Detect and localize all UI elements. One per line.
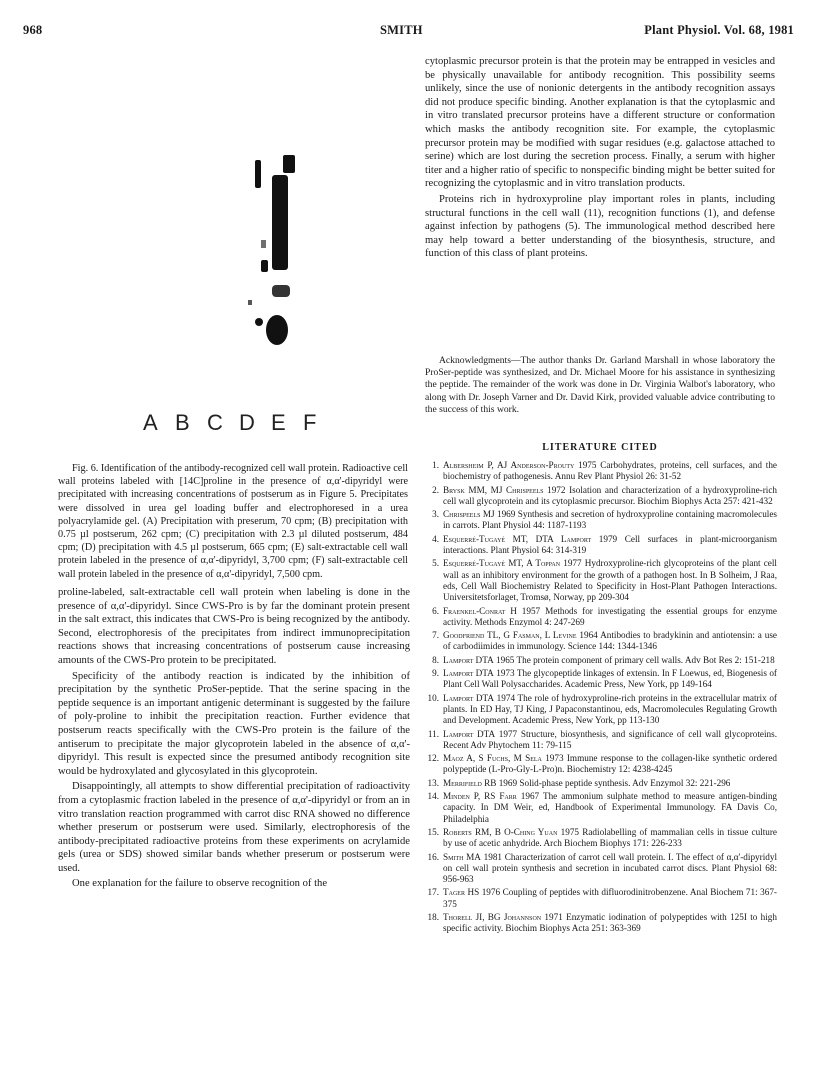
lane-label-e: E bbox=[271, 410, 286, 435]
gel-band-f-streak bbox=[272, 175, 288, 270]
reference-text: 1979 Cell surfaces in plant-microorganism interactions. Plant Physiol 64: 314-319 bbox=[443, 533, 777, 556]
reference-text: 1969 Solid-phase peptide synthesis. Adv Enzymol 32: 221-296 bbox=[496, 777, 731, 788]
reference-authors: Lamport DTA bbox=[443, 692, 495, 703]
reference-text: 1976 Coupling of peptides with difluorodinitrobenzene. Anal Biochem 71: 367-375 bbox=[443, 887, 777, 909]
gel-band-f-lower bbox=[266, 315, 288, 345]
reference-number: 4. bbox=[432, 533, 439, 544]
reference-number: 8. bbox=[432, 654, 439, 665]
lane-label-a: A bbox=[143, 410, 158, 435]
reference-item bbox=[425, 729, 777, 752]
reference-item bbox=[425, 460, 777, 483]
reference-text: 1981 Characterization of carrot cell wall protein. I. The effect of α,α'-dipyridyl on cell wall protein synthesis and secretion in incubated carrot discs. Plant Physiol 68: 956-963 bbox=[443, 851, 777, 885]
reference-authors: Esquerré-Tugayé MT, DTA Lamport bbox=[443, 533, 592, 544]
gel-band-f-top bbox=[283, 155, 295, 173]
reference-item bbox=[425, 778, 777, 789]
lane-label-c: C bbox=[207, 410, 223, 435]
reference-authors: Lamport DTA bbox=[443, 654, 494, 665]
reference-authors: Thorell JI, BG Johannson bbox=[443, 911, 542, 922]
reference-number: 2. bbox=[432, 484, 439, 495]
reference-text: 1975 Radiolabelling of mammalian cells in tissue culture by use of acetic anhydride. Arch Biochem Biophys 171: 226-233 bbox=[443, 826, 777, 849]
reference-authors: Goodfriend TL, G Fasman, L Levine bbox=[443, 630, 577, 641]
reference-number: 14. bbox=[427, 791, 439, 802]
body-paragraph: Disappointingly, all attempts to show differential precipitation of radioactivity from a cytoplasmic fraction labeled in the presence of α,α'-dipyridyl or from an in vitro translation reaction programmed with carrot disc RNA showed no difference whether preserum or postserum were used. Similarly, electrophoresis of the antibody-precipitated radioactive proteins from these experiments on acrylamide gels (urea or SDS) showed similar bands whether preserum or postserum were used. bbox=[58, 781, 410, 874]
reference-text: 1977 Hydroxyproline-rich glycoproteins of the plant cell wall as an inhibitory environment for the growth of a pathogen host. In B Solheim, J Raa, eds, Cell Wall Biochemistry Related to Specificity in Host-Plant Pathogen Interactions. Universitetsforlaget, Tromsø, Norway, pp 209-304 bbox=[443, 558, 777, 603]
body-paragraph: proline-labeled, salt-extractable cell wall protein when labeling is done in the presence of α,α'-dipyridyl. Since CWS-Pro is by far the dominant protein present in the salt extract, this indicates that CWS-Pro is being recognized by the antibody. Second, electrophoresis of the precipitates from indirect immunoprecipitation reactions shows that increasing concentrations of postserum cause increasing amounts of the CWS-Pro protein to be precipitated. bbox=[58, 587, 410, 666]
reference-number: 16. bbox=[427, 851, 439, 862]
acknowledgments-text: Acknowledgments—The author thanks Dr. Garland Marshall in whose laboratory the ProSer-peptide was synthesized, and Dr. Michael Moore for his assistance in synthesizing the peptide. The remainder of the work was done in Dr. Virginia Walbot's laboratory, who along with Dr. Joseph Varner and Dr. David Kirk, provided valuable advice contributing to the success of this work. bbox=[425, 355, 775, 415]
reference-authors: Merrifield RB bbox=[443, 777, 497, 788]
reference-item bbox=[425, 630, 777, 653]
reference-number: 3. bbox=[432, 509, 439, 520]
reference-text: 1974 The role of hydroxyproline-rich proteins in the extracellular matrix of plants. In ED Hay, TJ King, J Papaconstantinou, eds, Macromolecules Regulating Growth and Development. Academic Press, New York, pp 113-130 bbox=[443, 692, 777, 726]
reference-item bbox=[425, 509, 777, 532]
reference-text: 1969 Synthesis and secretion of hydroxyproline containing macromolecules in carrots. Plant Physiol 44: 1187-1193 bbox=[443, 509, 778, 531]
reference-text: 1977 Structure, biosynthesis, and significance of cell wall glycoproteins. Recent Adv Phytochem 11: 79-115 bbox=[443, 728, 777, 750]
reference-authors: Maoz A, S Fuchs, M Sela bbox=[443, 753, 542, 764]
page-number: 968 bbox=[23, 23, 43, 37]
reference-text: 1957 Methods for investigating the essential groups for enzyme activity. Methods Enzymol 4: 247-269 bbox=[443, 605, 777, 627]
reference-authors: Albersheim P, AJ Anderson-Prouty bbox=[443, 460, 575, 470]
reference-number: 12. bbox=[427, 753, 439, 764]
figure-caption-text: Fig. 6. Identification of the antibody-recognized cell wall protein. Radioactive cell wall proteins labeled with [14C]proline in the presence of α,α'-dipyridyl were precipitated with increasing concentrations of postserum as in Figure 5. Precipitates were dissolved in urea gel loading buffer and electrophoresed in a urea polyacrylamide gel. (A) Precipitation with preserum, 70 cpm; (B) precipitation with 0.75 µl postserum, 262 cpm; (C) precipitation with 2.3 µl diluted postserum, 484 cpm; (D) precipitation with 4.5 µl postserum, 665 cpm; (E) salt-extractable cell wall protein labeled in the presence of α,α'-dipyridyl, 3,700 cpm; (F) salt-extractable cell wall protein labeled in the presence of α,α'-dipyridyl, 7,500 cpm. bbox=[58, 463, 408, 580]
reference-authors: Smith MA bbox=[443, 851, 481, 862]
reference-list bbox=[425, 460, 777, 937]
reference-number: 18. bbox=[427, 911, 439, 922]
figure-caption bbox=[58, 462, 408, 581]
lane-labels bbox=[143, 410, 335, 436]
left-column bbox=[58, 586, 410, 891]
reference-item bbox=[425, 606, 777, 629]
running-author: SMITH bbox=[380, 23, 423, 37]
reference-item bbox=[425, 912, 777, 935]
gel-band-d-bottom bbox=[248, 300, 252, 305]
reference-item bbox=[425, 534, 777, 557]
reference-authors: Minden P, RS Farr bbox=[443, 791, 517, 802]
gel-band-e-mid bbox=[261, 240, 266, 248]
reference-number: 6. bbox=[432, 605, 439, 616]
lane-label-b: B bbox=[175, 410, 190, 435]
reference-item bbox=[425, 852, 777, 886]
reference-text: 1964 Antibodies to bradykinin and antiotensin: a use of carbodiimides in immunology. Science 144: 1344-1346 bbox=[443, 630, 777, 652]
reference-number: 9. bbox=[432, 668, 439, 679]
reference-authors: Tager HS bbox=[443, 887, 480, 898]
reference-number: 17. bbox=[427, 887, 439, 898]
gel-band-e-top bbox=[255, 160, 261, 188]
reference-item bbox=[425, 791, 777, 825]
reference-text: 1975 Carbohydrates, proteins, cell surfaces, and the biochemistry of pathogenesis. Annu Rev Plant Physiol 26: 31-52 bbox=[443, 460, 777, 482]
gel-band-e-bottom bbox=[255, 318, 263, 326]
reference-number: 13. bbox=[427, 777, 439, 788]
reference-item bbox=[425, 753, 777, 776]
body-paragraph: Proteins rich in hydroxyproline play important roles in plants, including structural functions in the cell wall (11), recognition functions (1), and defense against infection by pathogens (5). The immunological method described here may help toward a better understanding of the biosynthesis, structure, and function of this class of plant proteins. bbox=[425, 193, 775, 260]
lane-label-d: D bbox=[239, 410, 255, 435]
gel-band-f-mid bbox=[272, 285, 290, 297]
reference-authors: Lamport DTA bbox=[443, 668, 494, 679]
reference-text: 1973 Immune response to the collagen-like synthetic ordered polypeptide (L-Pro-Gly-L-Pro)n. Biochemistry 12: 4238-4245 bbox=[443, 753, 777, 775]
reference-text: 1965 The protein component of primary cell walls. Adv Bot Res 2: 151-218 bbox=[493, 654, 775, 665]
reference-authors: Roberts RM, B O-Ching Yuan bbox=[443, 826, 558, 837]
reference-item bbox=[425, 887, 777, 910]
right-column bbox=[425, 55, 775, 261]
body-paragraph: cytoplasmic precursor protein is that the protein may be entrapped in vesicles and be physically unavailable for antibody recognition. This possibility seems unlikely, since the use of nonionic detergents in the antibody recognition assays did not produce specific binding. Another explanation is that the cytoplasmic and in vitro translated precursor proteins have a different structure or conformation which masks the antibody recognition site. For example, the cytoplasmic precursor protein may be modified with sugar residues (e.g. galactose attached to serine) which are lost during the secretion process. Finally, a serum with higher titer and a higher ratio of specific to nonspecific binding might be better suited for recognizing the cytoplasmic and in vitro translation products. bbox=[425, 56, 775, 190]
reference-authors: Lamport DTA bbox=[443, 728, 496, 739]
reference-text: 1971 Enzymatic iodination of polypeptides with 125I to high specific activity. Biochim Biophys Acta 251: 363-369 bbox=[443, 911, 777, 934]
reference-item bbox=[425, 827, 777, 850]
journal-citation: Plant Physiol. Vol. 68, 1981 bbox=[644, 23, 794, 37]
gel-autoradiograph bbox=[120, 70, 380, 440]
body-paragraph: One explanation for the failure to observe recognition of the bbox=[72, 878, 328, 890]
reference-text: 1973 The glycopeptide linkages of extensin. In F Loewus, ed, Biogenesis of Plant Cell Wall Polysaccharides. Academic Press, New York, pp 149-164 bbox=[443, 668, 777, 690]
reference-number: 1. bbox=[432, 460, 439, 470]
gel-band-e-low bbox=[261, 260, 268, 272]
reference-number: 11. bbox=[427, 728, 439, 739]
reference-number: 10. bbox=[427, 692, 439, 703]
lane-label-f: F bbox=[303, 410, 317, 435]
reference-item bbox=[425, 668, 777, 691]
acknowledgments bbox=[425, 355, 775, 416]
reference-authors: Brysk MM, MJ Chrispeels bbox=[443, 484, 544, 495]
reference-item bbox=[425, 558, 777, 603]
reference-authors: Fraenkel-Conrat H bbox=[443, 605, 517, 616]
literature-cited-heading: LITERATURE CITED bbox=[542, 442, 658, 453]
reference-authors: Chrispeels MJ bbox=[443, 509, 495, 520]
reference-number: 15. bbox=[427, 826, 439, 837]
reference-text: 1972 Isolation and characterization of a hydroxyproline-rich cell wall glycoprotein and its cytoplasmic precursor. Biochim Biophys Acta 257: 421-432 bbox=[443, 484, 777, 506]
reference-number: 7. bbox=[432, 630, 439, 641]
reference-number: 5. bbox=[432, 558, 439, 569]
reference-authors: Esquerré-Tugayé MT, A Toppan bbox=[443, 558, 561, 569]
reference-item bbox=[425, 693, 777, 727]
body-paragraph: Specificity of the antibody reaction is indicated by the inhibition of precipitation by the synthetic ProSer-peptide. That the serine spacing in the peptide sequence is an important antigenic determinant is suggested by the failure of poly-proline to inhibit the precipitation reaction. Further evidence that postserum reacts specifically with the CWS-Pro protein is the failure of the antiserum to precipitate the major glycoprotein labeled in the absence of α,α'-dipyridyl. This result is expected since the presumed antibody recognition site would be hydroxylated and glycosylated in this glycoprotein. bbox=[58, 670, 410, 777]
reference-item bbox=[425, 485, 777, 508]
reference-item bbox=[425, 655, 777, 666]
reference-text: 1967 The ammonium sulphate method to measure antigen-binding capacity. In DM Weir, ed, Handbook of Experimental Immunology. FA Davis Co, Philadelphia bbox=[443, 791, 778, 824]
